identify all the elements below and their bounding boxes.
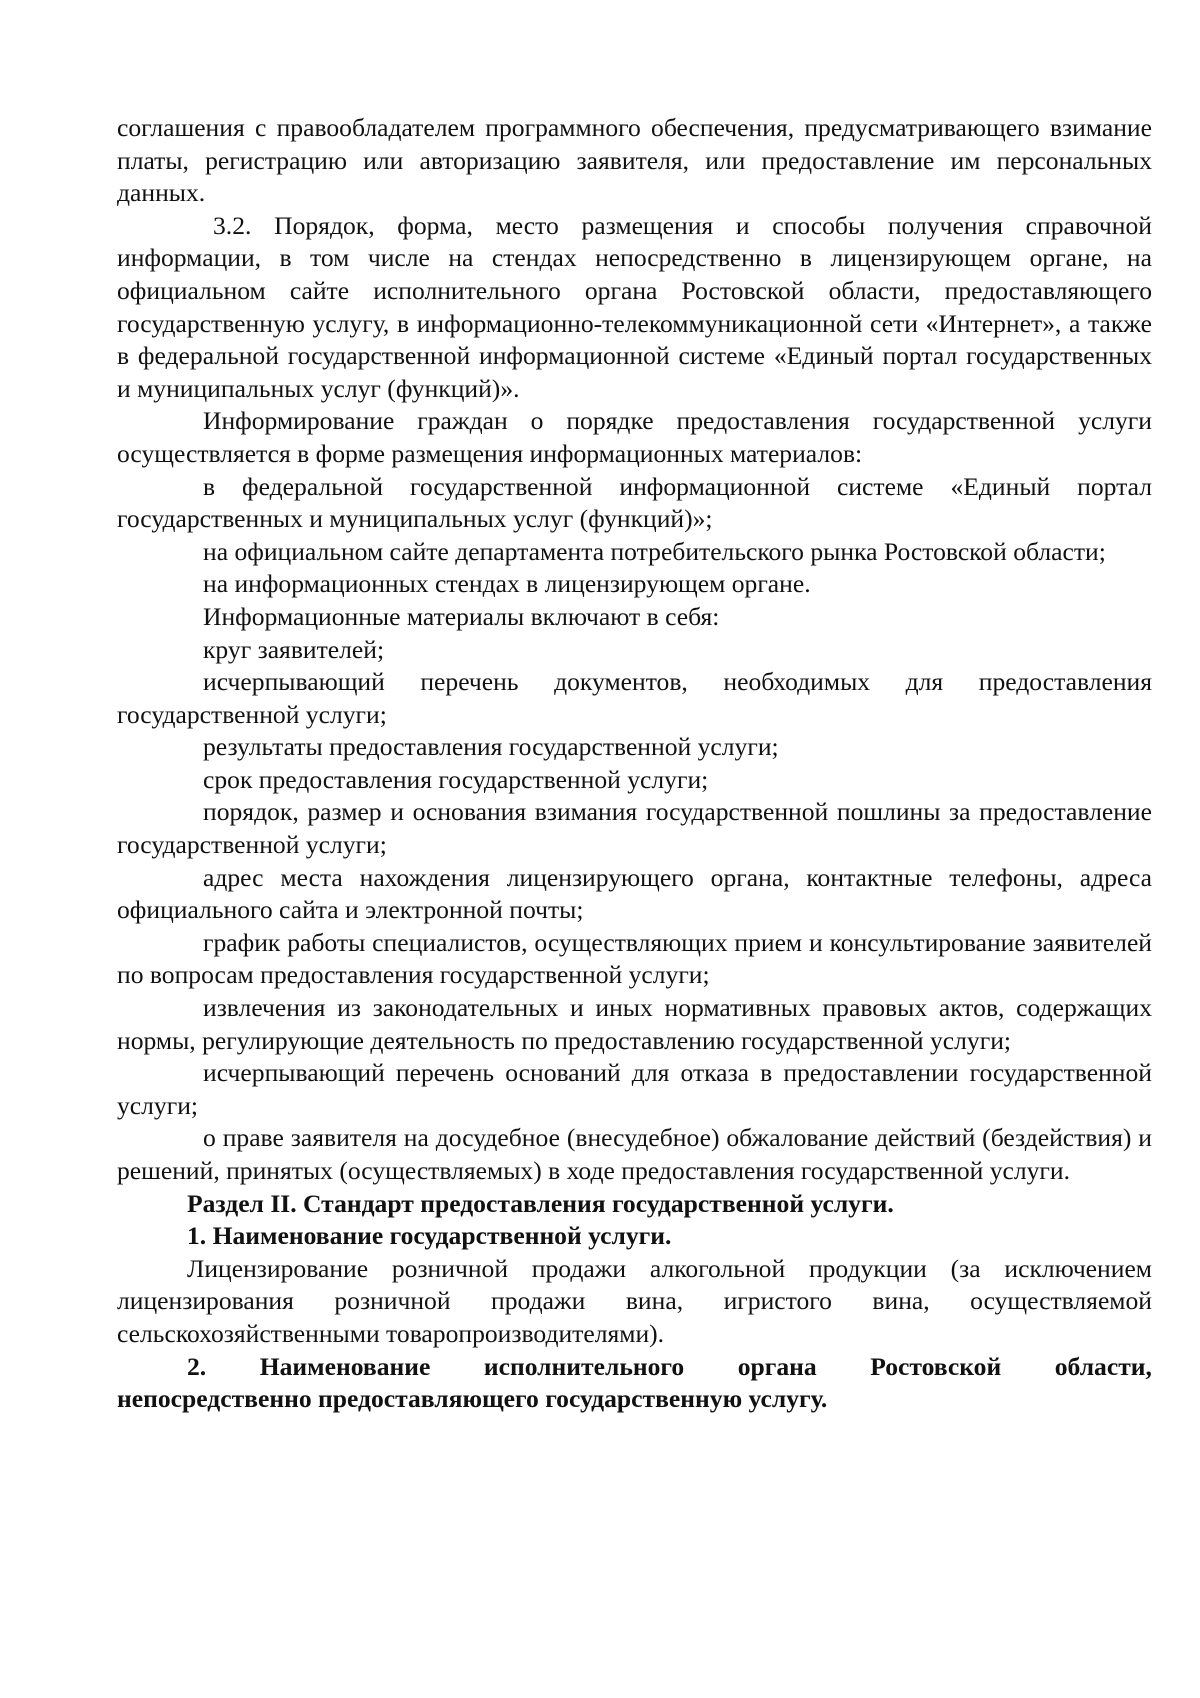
list-item-results: результаты предоставления государственной услуги; [203, 732, 779, 762]
item2-heading-continued: непосредственно предоставляющего государственную услугу. [117, 1384, 828, 1414]
list-item-term: срок предоставления государственной услуги; [203, 764, 709, 794]
item2-heading-word: исполнительного [483, 1351, 685, 1381]
list-item-info-stands: на информационных стендах в лицензирующем органе. [203, 569, 811, 599]
section-heading: Раздел II. Стандарт предоставления государственной услуги. [187, 1188, 894, 1218]
list-item-address: адрес места нахождения лицензирующего органа, контактные телефоны, адреса официального сайта и электронной почты; [117, 862, 1152, 925]
paragraph-section-3-2: 3.2. Порядок, форма, место размещения и способы получения справочной информации, в том числе на стендах непосредственно в лицензирующем органе, на официальном сайте исполнительного органа Ростовской области, предоставляющего государственную услугу, в информационно-телекоммуникационной сети «Интернет», а также в федеральной государственной информационной системе «Единый портал государственных и муниципальных услуг (функций)». [117, 210, 1152, 403]
paragraph-agreement: соглашения с правообладателем программного обеспечения, предусматривающего взимание платы, регистрацию или авторизацию заявителя, или предоставление им персональных данных. [117, 113, 1152, 208]
item2-heading-word: Ростовской [870, 1351, 1002, 1381]
list-item-federal-portal: в федеральной государственной информационной системе «Единый портал государственных и муниципальных услуг (функций)»; [117, 471, 1152, 534]
item2-heading-word: 2. [187, 1351, 207, 1381]
item1-heading: 1. Наименование государственной услуги. [187, 1221, 672, 1251]
list-item-documents: исчерпывающий перечень документов, необходимых для предоставления государственной услуги; [117, 667, 1152, 729]
item1-text: Лицензирование розничной продажи алкогольной продукции (за исключением лицензирования розничной продажи вина, игристого вина, осуществляемой сельскохозяйственными товаропроизводителями). [117, 1253, 1152, 1348]
paragraph-informing: Информирование граждан о порядке предоставления государственной услуги осуществляется в форме размещения информационных материалов: [117, 406, 1152, 468]
list-item-fee: порядок, размер и основания взимания государственной пошлины за предоставление государственной услуги; [117, 797, 1152, 860]
list-item-applicants: круг заявителей; [203, 634, 385, 664]
item2-heading-word: органа [737, 1351, 817, 1381]
item2-heading-word: Наименование [259, 1351, 431, 1381]
paragraph-materials-include: Информационные материалы включают в себя: [203, 601, 720, 631]
item2-heading-word: области, [1054, 1351, 1152, 1381]
list-item-legal-extracts: извлечения из законодательных и иных нормативных правовых актов, содержащих нормы, регулирующие деятельность по предоставлению государственной услуги; [117, 993, 1152, 1055]
document-page [117, 112, 1152, 1416]
list-item-schedule: график работы специалистов, осуществляющих прием и консультирование заявителей по вопросам предоставления государственной услуги; [117, 927, 1152, 990]
list-item-appeal-right: о праве заявителя на досудебное (внесудебное) обжалование действий (бездействия) и решений, принятых (осуществляемых) в ходе предоставления государственной услуги. [117, 1123, 1152, 1185]
item2-heading-line [117, 1351, 1152, 1384]
list-item-refusal-grounds: исчерпывающий перечень оснований для отказа в предоставлении государственной услуги; [117, 1058, 1152, 1120]
list-item-official-site: на официальном сайте департамента потребительского рынка Ростовской области; [203, 536, 1106, 566]
